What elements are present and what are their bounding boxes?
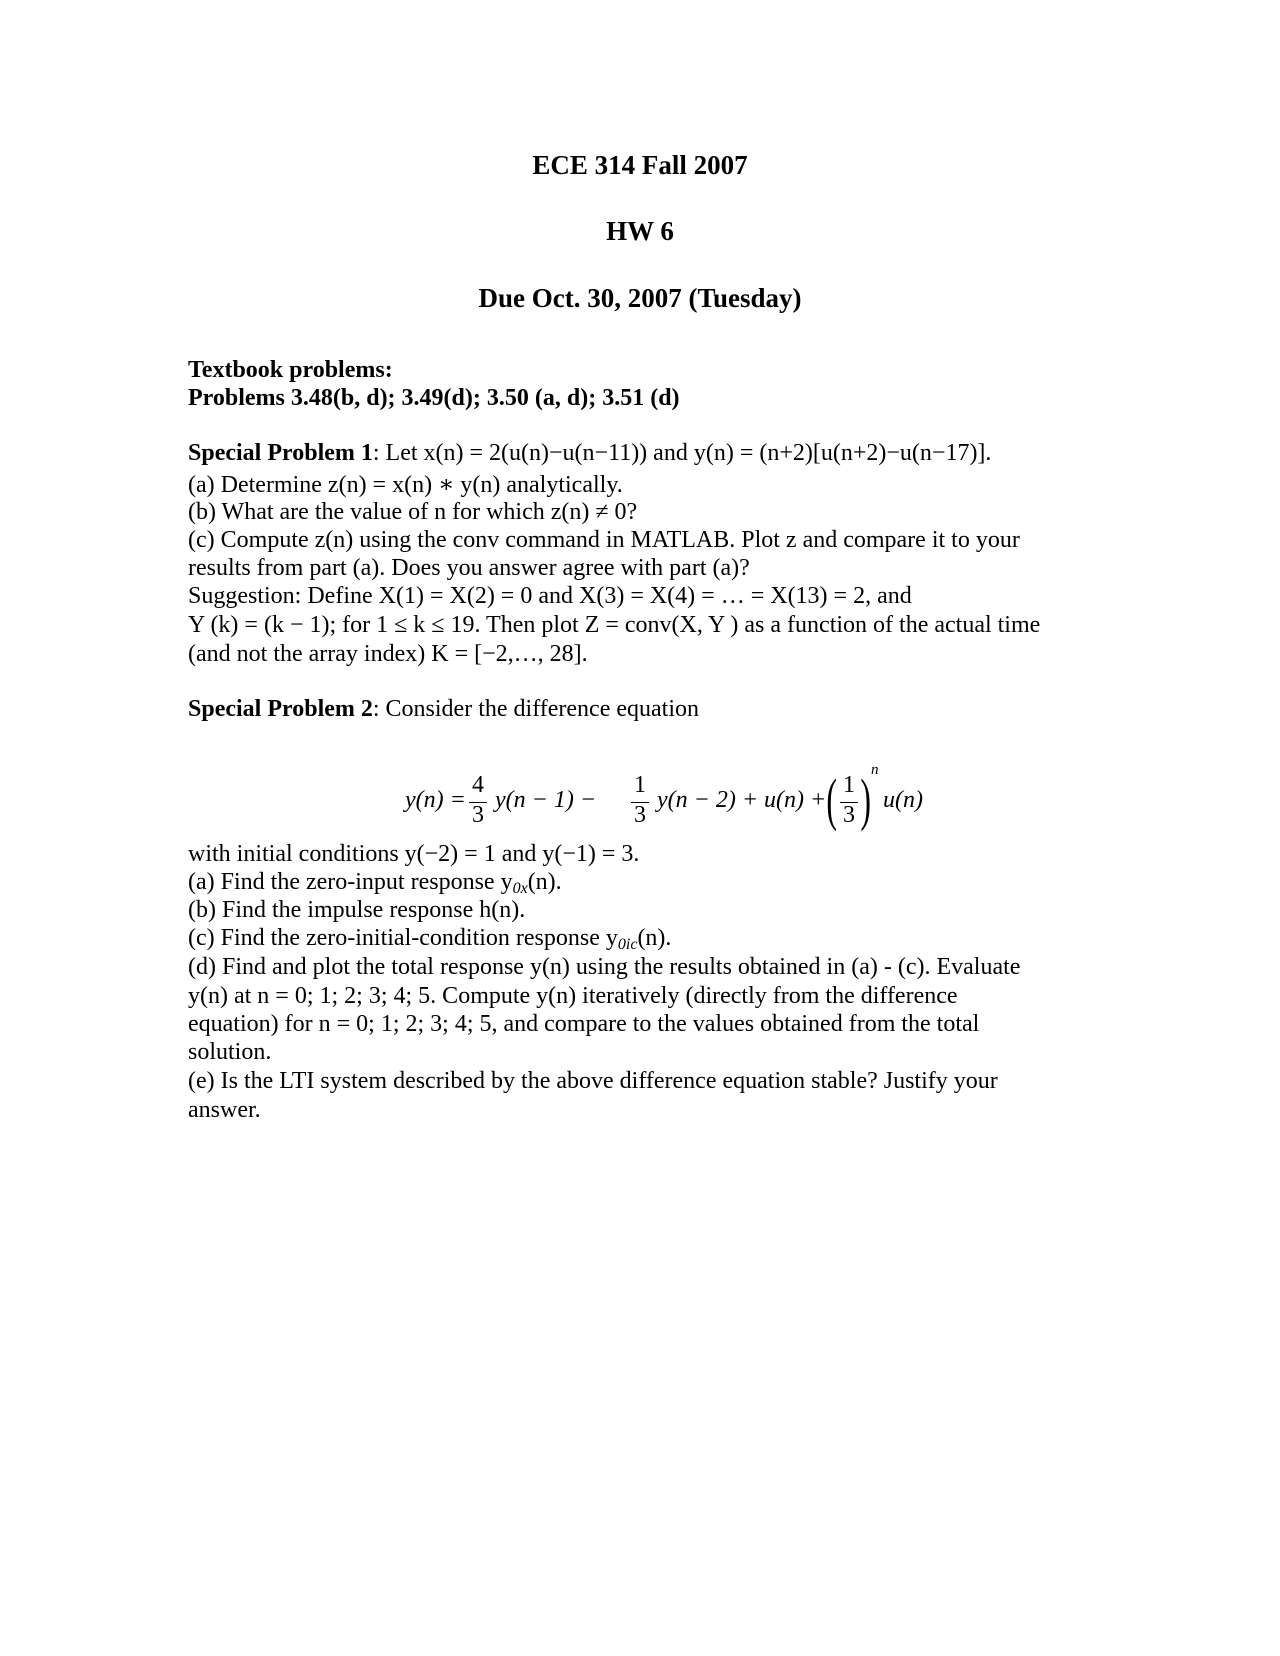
eq-term-2: y(n − 2) + u(n) +	[657, 787, 827, 813]
sp2-part-d-line2: y(n) at n = 0; 1; 2; 3; 4; 5. Compute y(n) iteratively (directly from the difference	[188, 983, 958, 1009]
sp1-part-c-line2: results from part (a). Does you answer agree with part (a)?	[188, 555, 750, 581]
sp1-statement	[188, 440, 991, 467]
sp2-part-c-end: (n).	[637, 925, 672, 951]
course-title: ECE 314 Fall 2007	[532, 150, 748, 180]
difference-equation	[405, 762, 923, 832]
sp2-part-d-line1: (d) Find and plot the total response y(n) using the results obtained in (a) - (c). Evaluate	[188, 954, 1021, 980]
sp2-initial-conditions: with initial conditions y(−2) = 1 and y(−1) = 3.	[188, 841, 640, 867]
sp2-part-e-line2: answer.	[188, 1097, 261, 1123]
sp2-intro: : Consider the difference equation	[372, 696, 699, 722]
sp1-part-c-line1: (c) Compute z(n) using the conv command in MATLAB. Plot z and compare it to your	[188, 527, 1020, 553]
sp2-part-a-end: (n).	[527, 869, 562, 895]
sp1-suggestion-line1: Suggestion: Define X(1) = X(2) = 0 and X(3) = X(4) = … = X(13) = 2, and	[188, 583, 912, 609]
sp2-part-d-line3: equation) for n = 0; 1; 2; 3; 4; 5, and compare to the values obtained from the total	[188, 1011, 980, 1037]
eq-f2-num: 1	[634, 772, 646, 798]
sp2-part-a-text: (a) Find the zero-input response y	[188, 869, 513, 895]
eq-f1-den: 3	[472, 802, 484, 828]
eq-f3-den: 3	[843, 802, 855, 828]
sp2-part-a-subscript: 0x	[512, 880, 528, 897]
sp1-line1: : Let x(n) = 2(u(n)−u(n−11)) and y(n) = (n+2)[u(n+2)−u(n−17)].	[372, 440, 992, 466]
sp2-part-d-line4: solution.	[188, 1039, 272, 1065]
sp2-part-c-text: (c) Find the zero-initial-condition response y	[188, 925, 618, 951]
sp2-part-e-line1: (e) Is the LTI system described by the above difference equation stable? Justify your	[188, 1068, 998, 1094]
due-date: Due Oct. 30, 2007 (Tuesday)	[478, 283, 802, 313]
sp2-part-c	[188, 925, 671, 954]
sp2-part-b: (b) Find the impulse response h(n).	[188, 897, 526, 923]
sp1-suggestion-line2: Y (k) = (k − 1); for 1 ≤ k ≤ 19. Then plot Z = conv(X, Y ) as a function of the actual time	[188, 612, 1041, 638]
eq-exponent: n	[871, 762, 879, 778]
eq-f3-num: 1	[843, 772, 855, 798]
textbook-heading: Textbook problems:	[188, 357, 393, 383]
sp2-label: Special Problem 2	[188, 696, 373, 722]
eq-fraction-2	[631, 772, 649, 832]
eq-fraction-3	[840, 772, 858, 832]
eq-f2-den: 3	[634, 802, 646, 828]
sp1-label: Special Problem 1	[188, 440, 373, 466]
eq-lhs: y(n) =	[405, 787, 466, 813]
eq-right-paren: )	[860, 767, 871, 832]
sp1-suggestion-line3: (and not the array index) K = [−2,…, 28].	[188, 641, 588, 667]
homework-number: HW 6	[606, 216, 674, 246]
sp2-statement	[188, 696, 699, 723]
textbook-problems: Problems 3.48(b, d); 3.49(d); 3.50 (a, d); 3.51 (d)	[188, 385, 680, 411]
eq-fraction-1	[469, 772, 487, 832]
eq-left-paren: (	[826, 767, 837, 832]
eq-f1-num: 4	[472, 772, 484, 798]
sp1-part-b: (b) What are the value of n for which z(n) ≠ 0?	[188, 499, 638, 525]
sp2-part-c-subscript: 0ic	[617, 936, 638, 953]
eq-term-3: u(n)	[883, 787, 923, 813]
sp2-part-a	[188, 869, 562, 898]
sp1-part-a: (a) Determine z(n) = x(n) ∗ y(n) analytically.	[188, 472, 623, 498]
eq-term-1: y(n − 1) −	[495, 787, 597, 813]
